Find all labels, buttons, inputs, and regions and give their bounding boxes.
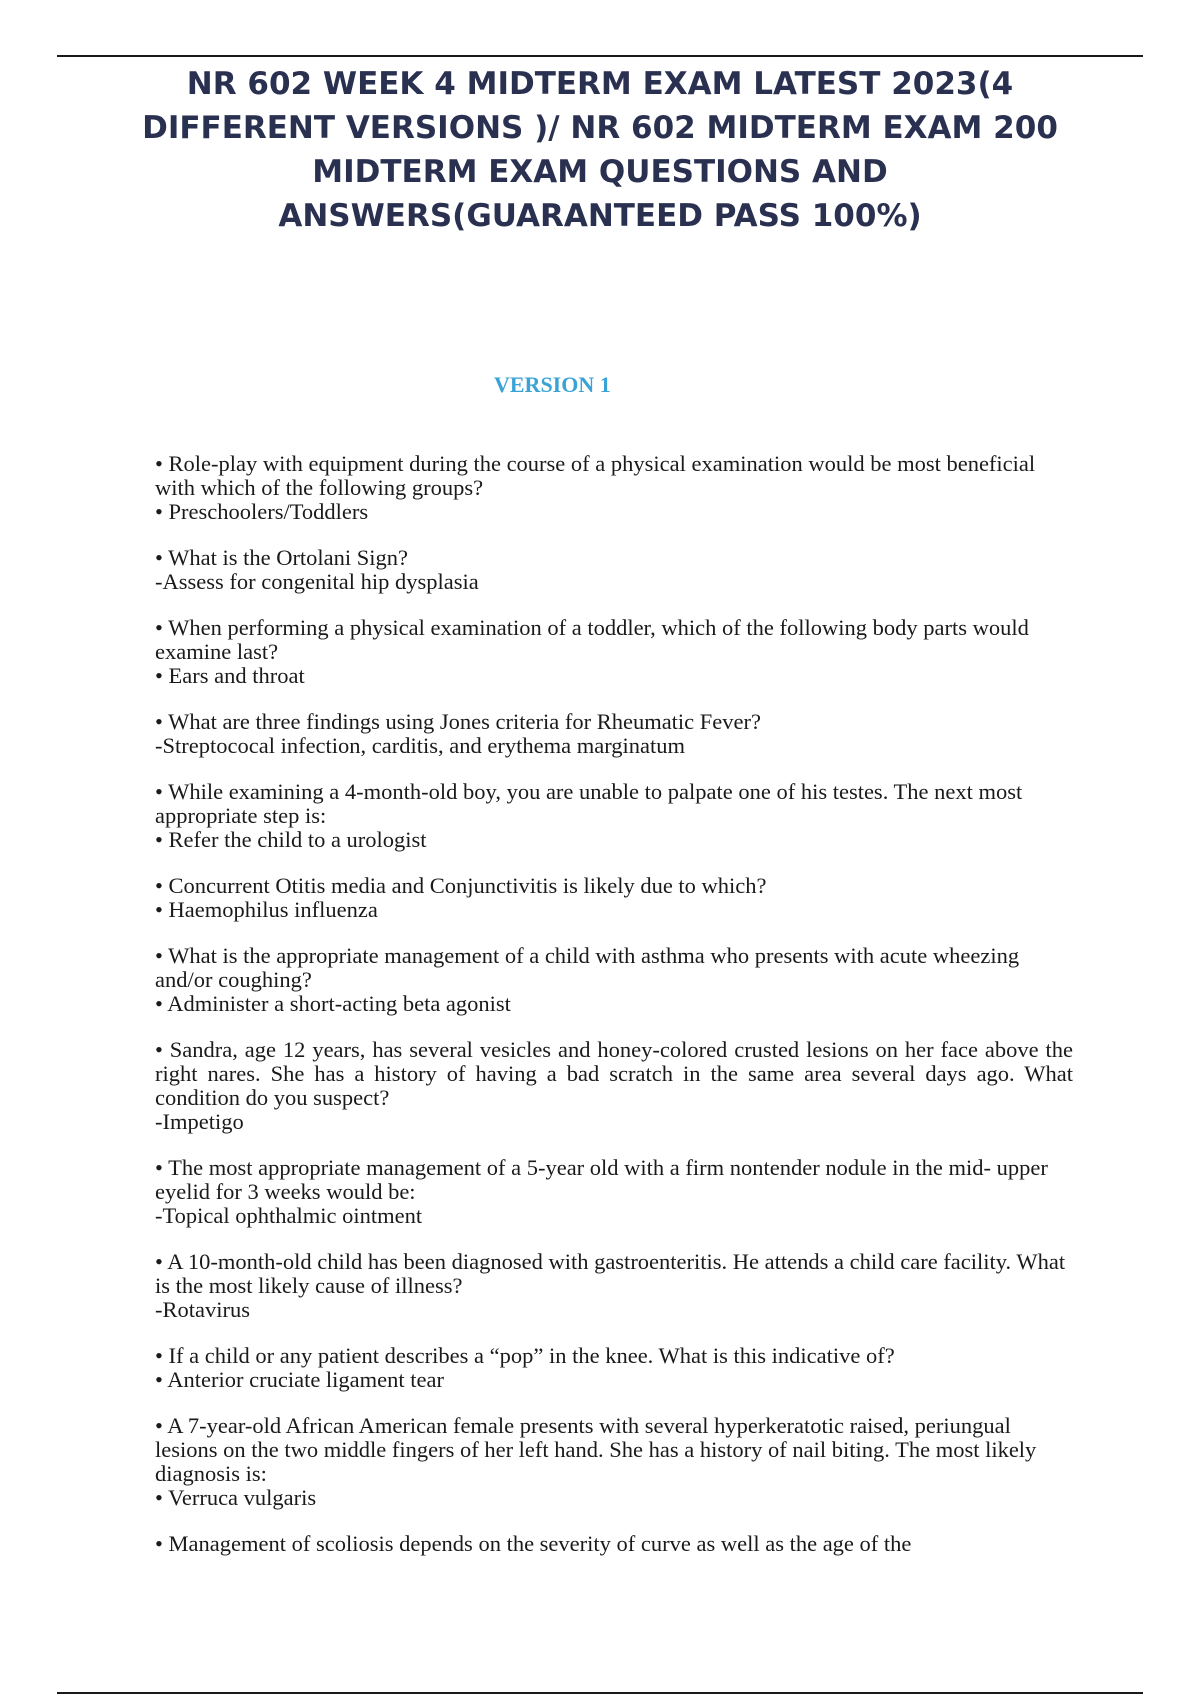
answer-text: -Impetigo [155, 1109, 244, 1134]
qa-item [155, 1156, 1073, 1228]
question-text: • The most appropriate management of a 5-year old with a firm nontender nodule in the mid- upper eyelid for 3 weeks would be: [155, 1155, 1048, 1204]
qa-item [155, 1532, 1073, 1556]
question-text: • Concurrent Otitis media and Conjunctivitis is likely due to which? [155, 873, 767, 898]
answer-text: -Topical ophthalmic ointment [155, 1203, 423, 1228]
qa-item [155, 780, 1073, 852]
qa-item [155, 546, 1073, 594]
top-rule [57, 55, 1143, 57]
question-text: • A 10-month-old child has been diagnosed with gastroenteritis. He attends a child care facility. What is the most likely cause of illness? [155, 1249, 1066, 1298]
answer-text: -Assess for congenital hip dysplasia [155, 569, 479, 594]
answer-text: -Rotavirus [155, 1297, 250, 1322]
bottom-rule [57, 1692, 1143, 1694]
title-line: MIDTERM EXAM QUESTIONS AND [312, 154, 888, 190]
title-line: ANSWERS(GUARANTEED PASS 100%) [278, 198, 922, 234]
question-text: • Role-play with equipment during the course of a physical examination would be most beneficial with which of the following groups? [155, 451, 1036, 500]
qa-item [155, 1344, 1073, 1392]
qa-item [155, 452, 1073, 524]
qa-item [155, 944, 1073, 1016]
answer-text: • Refer the child to a urologist [155, 827, 427, 852]
qa-item [155, 616, 1073, 688]
answer-text: • Anterior cruciate ligament tear [155, 1367, 444, 1392]
question-text: • What are three findings using Jones criteria for Rheumatic Fever? [155, 709, 762, 734]
title-line: DIFFERENT VERSIONS )/ NR 602 MIDTERM EXAM 200 [142, 110, 1058, 146]
question-text: • What is the Ortolani Sign? [155, 545, 409, 570]
qa-item [155, 1038, 1073, 1134]
answer-text: • Haemophilus influenza [155, 897, 378, 922]
answer-text: • Preschoolers/Toddlers [155, 499, 369, 524]
answer-text: -Streptococal infection, carditis, and erythema marginatum [155, 733, 686, 758]
question-text: • When performing a physical examination of a toddler, which of the following body parts would examine last? [155, 615, 1029, 664]
question-list [155, 452, 1073, 1578]
qa-item [155, 710, 1073, 758]
qa-item [155, 874, 1073, 922]
question-text: • If a child or any patient describes a “pop” in the knee. What is this indicative of? [155, 1343, 895, 1368]
qa-item [155, 1250, 1073, 1322]
answer-text: • Verruca vulgaris [155, 1485, 317, 1510]
version-heading: VERSION 1 [494, 372, 611, 397]
question-text: • Sandra, age 12 years, has several vesicles and honey-colored crusted lesions on her face above the right nares. She has a history of having a bad scratch in the same area several days ago. What condition do you suspect? [155, 1037, 1073, 1110]
question-text: • While examining a 4-month-old boy, you are unable to palpate one of his testes. The next most appropriate step is: [155, 779, 1023, 828]
question-text: • What is the appropriate management of a child with asthma who presents with acute wheezing and/or coughing? [155, 943, 1020, 992]
question-text: • Management of scoliosis depends on the severity of curve as well as the age of the [155, 1531, 912, 1556]
title-line: NR 602 WEEK 4 MIDTERM EXAM LATEST 2023(4 [186, 66, 1014, 102]
question-text: • A 7-year-old African American female presents with several hyperkeratotic raised, periungual lesions on the two middle fingers of her left hand. She has a history of nail biting. The most likely diagnosis is: [155, 1413, 1037, 1486]
qa-item [155, 1414, 1073, 1510]
document-title [120, 62, 1080, 238]
answer-text: • Administer a short-acting beta agonist [155, 991, 511, 1016]
answer-text: • Ears and throat [155, 663, 305, 688]
